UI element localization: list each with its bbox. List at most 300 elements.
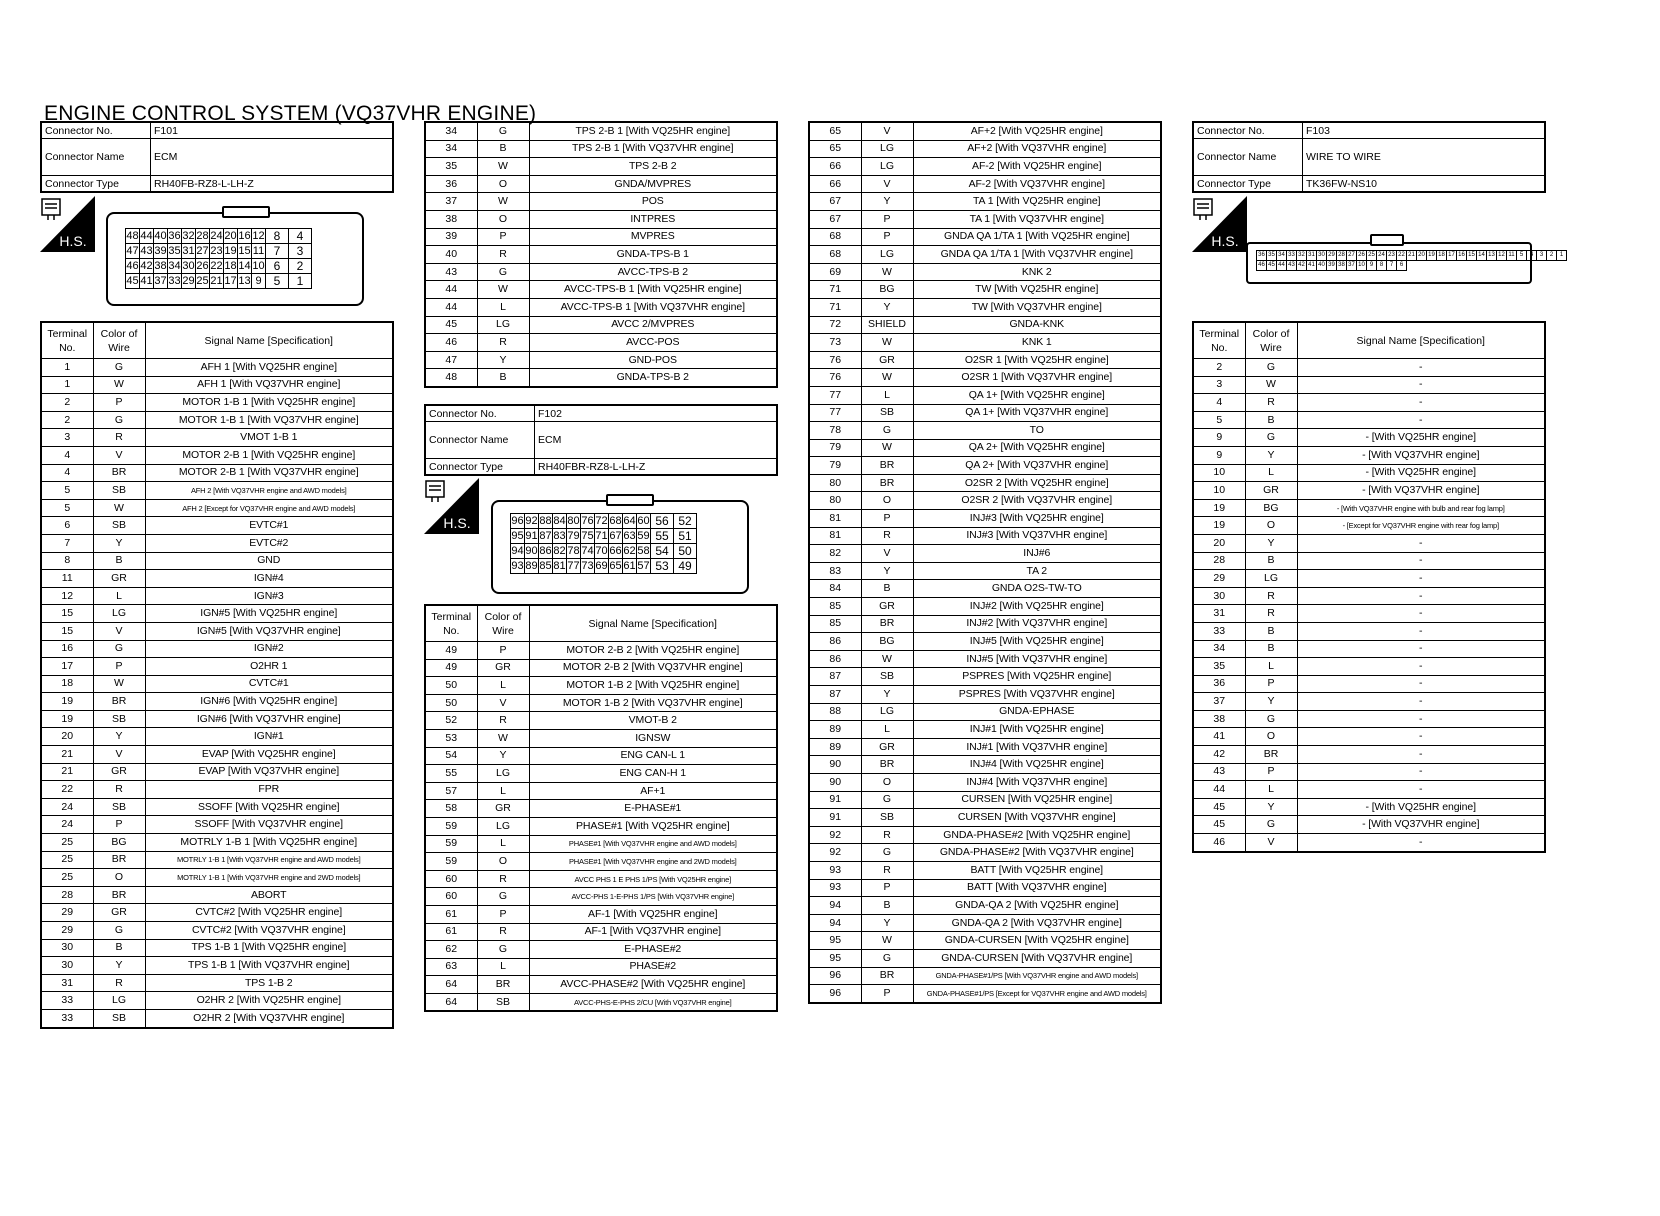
terminal-no: 44 <box>425 281 477 299</box>
signal-name: EVTC#1 <box>145 517 393 535</box>
wire-color: BR <box>861 474 913 492</box>
terminal-no: 46 <box>1193 834 1245 852</box>
connector-name-value: ECM <box>535 422 778 459</box>
signal-name: IGN#6 [With VQ37VHR engine] <box>145 710 393 728</box>
wire-color: W <box>1245 376 1297 394</box>
table-row <box>1193 359 1545 377</box>
terminal-no: 65 <box>809 140 861 158</box>
table-row <box>809 545 1161 563</box>
terminal-no: 43 <box>425 263 477 281</box>
terminal-no: 93 <box>809 879 861 897</box>
wire-color: W <box>861 932 913 950</box>
signal-name: INJ#4 [With VQ37VHR engine] <box>913 773 1161 791</box>
terminal-no: 95 <box>809 932 861 950</box>
terminal-no: 62 <box>425 941 477 959</box>
terminal-no: 59 <box>425 817 477 835</box>
signal-name: GNDA-TPS-B 2 <box>529 369 777 387</box>
table-row <box>425 263 777 281</box>
connector-type-value: RH40FB-RZ8-L-LH-Z <box>151 176 394 193</box>
wire-color: Y <box>1245 446 1297 464</box>
signal-name: AVCC PHS 1 E PHS 1/PS [With VQ25HR engine] <box>529 870 777 888</box>
pin-cell: 90 <box>525 545 538 557</box>
signal-name: - <box>1297 622 1545 640</box>
wire-color: Y <box>93 957 145 975</box>
connector-info-f102: Connector No. F102 Connector Name ECM Connector Type RH40FBR-RZ8-L-LH-Z <box>424 404 778 476</box>
terminal-no: 34 <box>425 122 477 140</box>
signal-name: MVPRES <box>529 228 777 246</box>
pin-cell: 12 <box>1497 251 1507 261</box>
pin-cell: 18 <box>224 260 237 272</box>
signal-name: EVAP [With VQ37VHR engine] <box>145 763 393 781</box>
signal-name: QA 2+ [With VQ25HR engine] <box>913 439 1161 457</box>
signal-name: - <box>1297 746 1545 764</box>
table-row <box>41 904 393 922</box>
wire-color: G <box>93 359 145 377</box>
table-row <box>425 993 777 1011</box>
wire-color: LG <box>861 158 913 176</box>
wire-color: Y <box>93 728 145 746</box>
signal-name: AF-2 [With VQ37VHR engine] <box>913 175 1161 193</box>
table-row <box>1193 605 1545 623</box>
terminal-no: 1 <box>41 359 93 377</box>
wire-color: Y <box>861 914 913 932</box>
pin-cell: 19 <box>224 245 237 257</box>
terminal-no: 12 <box>41 587 93 605</box>
table-row <box>41 675 393 693</box>
pin-cell: 10 <box>252 260 265 272</box>
signal-name: CVTC#2 [With VQ25HR engine] <box>145 904 393 922</box>
signal-name: TW [With VQ37VHR engine] <box>913 298 1161 316</box>
terminal-no: 49 <box>425 659 477 677</box>
table-header <box>41 322 393 359</box>
wire-color: B <box>1245 552 1297 570</box>
terminal-no: 39 <box>425 228 477 246</box>
wire-color: BR <box>1245 746 1297 764</box>
signal-name: - <box>1297 781 1545 799</box>
table-row <box>1193 446 1545 464</box>
wire-color: V <box>93 746 145 764</box>
pin-cell: 31 <box>1307 251 1317 261</box>
signal-name: TPS 1-B 1 [With VQ37VHR engine] <box>145 957 393 975</box>
terminal-no: 81 <box>809 527 861 545</box>
wire-color: GR <box>93 570 145 588</box>
table-row <box>809 492 1161 510</box>
wire-color: BR <box>861 756 913 774</box>
pin-cell: 8 <box>266 229 289 244</box>
wire-color: G <box>861 422 913 440</box>
wire-color: R <box>93 781 145 799</box>
signal-name: TPS 1-B 1 [With VQ25HR engine] <box>145 939 393 957</box>
wire-color: R <box>861 527 913 545</box>
pin-cell: 86 <box>539 545 552 557</box>
terminal-no: 88 <box>809 703 861 721</box>
pin-cell: 70 <box>595 545 608 557</box>
pin-cell: 32 <box>1297 251 1307 261</box>
table-row <box>425 246 777 264</box>
terminal-no: 19 <box>41 693 93 711</box>
signal-name: MOTRLY 1-B 1 [With VQ25HR engine] <box>145 834 393 852</box>
table-row <box>809 404 1161 422</box>
pin-cell: 1 <box>289 274 312 289</box>
wire-color: GR <box>861 738 913 756</box>
terminal-no: 71 <box>809 298 861 316</box>
signal-name: BATT [With VQ37VHR engine] <box>913 879 1161 897</box>
terminal-no: 86 <box>809 633 861 651</box>
signal-name: QA 1+ [With VQ37VHR engine] <box>913 404 1161 422</box>
terminal-no: 48 <box>425 369 477 387</box>
terminal-no: 5 <box>1193 411 1245 429</box>
pin-cell: 39 <box>1327 261 1337 271</box>
terminal-no: 64 <box>425 993 477 1011</box>
wire-color: O <box>861 492 913 510</box>
signal-name: GNDA-QA 2 [With VQ37VHR engine] <box>913 914 1161 932</box>
connector-no-value: F103 <box>1303 122 1546 139</box>
signal-name: O2SR 1 [With VQ37VHR engine] <box>913 369 1161 387</box>
terminal-no: 5 <box>41 482 93 500</box>
signal-name: AFH 1 [With VQ25HR engine] <box>145 359 393 377</box>
terminal-no: 20 <box>1193 534 1245 552</box>
wire-color: G <box>1245 710 1297 728</box>
terminal-no: 11 <box>41 570 93 588</box>
signal-name: GNDA O2S-TW-TO <box>913 580 1161 598</box>
pin-cell: 67 <box>609 530 622 542</box>
terminal-no: 15 <box>41 605 93 623</box>
table-row <box>41 763 393 781</box>
table-row <box>41 834 393 852</box>
table-row <box>809 773 1161 791</box>
table-row <box>809 721 1161 739</box>
signal-name: MOTOR 2-B 2 [With VQ25HR engine] <box>529 642 777 660</box>
wire-color: R <box>93 429 145 447</box>
pin-cell: 81 <box>553 560 566 572</box>
pin-cell: 12 <box>252 230 265 242</box>
pin-cell: 65 <box>609 560 622 572</box>
terminal-no: 93 <box>809 861 861 879</box>
pin-cell: 9 <box>1367 261 1377 271</box>
pin-cell: 15 <box>238 245 251 257</box>
signal-name: QA 1+ [With VQ25HR engine] <box>913 386 1161 404</box>
table-row <box>41 886 393 904</box>
wire-color: G <box>477 263 529 281</box>
terminal-no: 45 <box>1193 798 1245 816</box>
pin-cell: 33 <box>168 275 181 287</box>
table-row <box>41 552 393 570</box>
terminal-no: 84 <box>809 580 861 598</box>
table-row <box>425 158 777 176</box>
pin-cell: 89 <box>525 560 538 572</box>
page-title: ENGINE CONTROL SYSTEM (VQ37VHR ENGINE) <box>44 102 537 125</box>
signal-name: GND <box>145 552 393 570</box>
terminal-no: 6 <box>41 517 93 535</box>
table-row <box>41 605 393 623</box>
signal-name: - <box>1297 534 1545 552</box>
table-row <box>425 316 777 334</box>
terminal-no: 37 <box>425 193 477 211</box>
pin-cell: 76 <box>581 515 594 527</box>
terminal-no: 29 <box>1193 570 1245 588</box>
table-row <box>809 580 1161 598</box>
wire-color: L <box>477 782 529 800</box>
table-row <box>1193 658 1545 676</box>
signal-name: TO <box>913 422 1161 440</box>
table-row <box>425 122 777 140</box>
pin-cell: 78 <box>567 545 580 557</box>
table-row <box>41 570 393 588</box>
terminal-no: 2 <box>1193 359 1245 377</box>
pin-cell: 55 <box>651 529 674 544</box>
pin-cell: 74 <box>581 545 594 557</box>
pin-cell: 34 <box>168 260 181 272</box>
wire-color: LG <box>861 140 913 158</box>
wire-color: R <box>477 246 529 264</box>
wire-color: Y <box>93 534 145 552</box>
wire-color: G <box>1245 429 1297 447</box>
wire-color: GR <box>93 763 145 781</box>
signal-name: - <box>1297 834 1545 852</box>
table-row <box>1193 834 1545 852</box>
table-row <box>41 464 393 482</box>
terminal-no: 92 <box>809 844 861 862</box>
table-row <box>809 210 1161 228</box>
wire-color: L <box>861 721 913 739</box>
terminal-table-f101-a <box>40 321 394 1029</box>
terminal-no: 18 <box>41 675 93 693</box>
wire-color: O <box>477 175 529 193</box>
signal-name: AVCC-TPS-B 1 [With VQ37VHR engine] <box>529 298 777 316</box>
pin-cell: 88 <box>539 515 552 527</box>
terminal-no: 35 <box>1193 658 1245 676</box>
table-row <box>41 746 393 764</box>
terminal-no: 36 <box>425 175 477 193</box>
pin-cell: 26 <box>196 260 209 272</box>
signal-name: AF+1 <box>529 782 777 800</box>
pin-cell: 54 <box>651 544 674 559</box>
pin-cell: 40 <box>1317 261 1327 271</box>
table-row <box>425 817 777 835</box>
signal-name: INJ#2 [With VQ25HR engine] <box>913 598 1161 616</box>
header-terminal-no: Terminal No. <box>425 605 477 642</box>
signal-name: MOTOR 1-B 2 [With VQ25HR engine] <box>529 677 777 695</box>
signal-name: MOTOR 1-B 1 [With VQ25HR engine] <box>145 394 393 412</box>
table-row <box>41 359 393 377</box>
table-row <box>809 140 1161 158</box>
wire-color: B <box>1245 622 1297 640</box>
pin-cell: 39 <box>154 245 167 257</box>
table-row <box>809 474 1161 492</box>
connector-no-value: F101 <box>151 122 394 139</box>
table-row <box>1193 570 1545 588</box>
table-row <box>809 844 1161 862</box>
terminal-no: 66 <box>809 175 861 193</box>
wire-color: BR <box>93 693 145 711</box>
pin-cell: 24 <box>1377 251 1387 261</box>
pin-cell: 62 <box>623 545 636 557</box>
wire-color: O <box>1245 728 1297 746</box>
pin-cell: 2 <box>1547 251 1557 261</box>
terminal-table-f102-b <box>808 121 1162 1004</box>
pin-cell: 87 <box>539 530 552 542</box>
wire-color: R <box>93 974 145 992</box>
terminal-no: 28 <box>41 886 93 904</box>
terminal-no: 60 <box>425 888 477 906</box>
pin-cell: 18 <box>1437 251 1447 261</box>
hs-label: H.S. <box>1211 233 1239 249</box>
signal-name: MOTOR 1-B 2 [With VQ37VHR engine] <box>529 694 777 712</box>
signal-name: GNDA-CURSEN [With VQ37VHR engine] <box>913 949 1161 967</box>
signal-name: E-PHASE#1 <box>529 800 777 818</box>
signal-name: GNDA-TPS-B 1 <box>529 246 777 264</box>
table-row <box>1193 816 1545 834</box>
terminal-no: 38 <box>1193 710 1245 728</box>
table-row <box>809 457 1161 475</box>
pin-cell: 46 <box>1257 261 1267 271</box>
terminal-no: 89 <box>809 721 861 739</box>
wire-color: G <box>477 122 529 140</box>
pin-cell: 47 <box>126 245 139 257</box>
terminal-table-f102-a <box>424 604 778 1012</box>
wire-color: W <box>861 369 913 387</box>
pin-cell: 31 <box>182 245 195 257</box>
terminal-no: 35 <box>425 158 477 176</box>
wire-color: W <box>93 376 145 394</box>
signal-name: - <box>1297 675 1545 693</box>
wire-color: V <box>861 122 913 140</box>
table-row <box>809 668 1161 686</box>
signal-name: IGN#4 <box>145 570 393 588</box>
signal-name: O2HR 2 [With VQ37VHR engine] <box>145 1009 393 1027</box>
wire-color: SB <box>93 1009 145 1027</box>
table-row <box>425 870 777 888</box>
table-row <box>425 369 777 387</box>
pin-cell: 41 <box>140 275 153 287</box>
pin-cell: 3 <box>289 244 312 259</box>
wire-color: P <box>477 642 529 660</box>
pin-cell: 73 <box>581 560 594 572</box>
table-row <box>425 175 777 193</box>
pin-cell: 1 <box>1557 251 1567 261</box>
table-row <box>1193 763 1545 781</box>
signal-name: O2HR 1 <box>145 658 393 676</box>
signal-name: AVCC-PHASE#2 [With VQ25HR engine] <box>529 976 777 994</box>
signal-name: GNDA-CURSEN [With VQ25HR engine] <box>913 932 1161 950</box>
pin-cell: 15 <box>1467 251 1477 261</box>
table-row <box>41 640 393 658</box>
terminal-no: 87 <box>809 686 861 704</box>
table-row <box>41 587 393 605</box>
signal-name: GND-POS <box>529 351 777 369</box>
table-row <box>809 316 1161 334</box>
connector-type-value: RH40FBR-RZ8-L-LH-Z <box>535 459 778 476</box>
wire-color: O <box>861 773 913 791</box>
wire-color: GR <box>861 351 913 369</box>
table-row <box>425 228 777 246</box>
terminal-no: 24 <box>41 798 93 816</box>
table-row <box>809 158 1161 176</box>
pin-cell: 72 <box>595 515 608 527</box>
pin-cell: 50 <box>674 544 697 559</box>
pin-cell: 92 <box>525 515 538 527</box>
table-row <box>1193 429 1545 447</box>
signal-name: INJ#5 [With VQ37VHR engine] <box>913 650 1161 668</box>
table-row <box>1193 746 1545 764</box>
pin-cell: 52 <box>674 514 697 529</box>
pin-cell: 69 <box>595 560 608 572</box>
wire-color: G <box>1245 816 1297 834</box>
pin-cell: 13 <box>1487 251 1497 261</box>
signal-name: VMOT-B 2 <box>529 712 777 730</box>
terminal-no: 45 <box>425 316 477 334</box>
table-row <box>809 369 1161 387</box>
wire-color: P <box>861 210 913 228</box>
terminal-no: 50 <box>425 694 477 712</box>
signal-name: MOTOR 2-B 2 [With VQ37VHR engine] <box>529 659 777 677</box>
terminal-no: 96 <box>809 985 861 1003</box>
wire-color: W <box>477 158 529 176</box>
pin-cell: 59 <box>637 530 650 542</box>
wire-color: R <box>1245 605 1297 623</box>
terminal-no: 52 <box>425 712 477 730</box>
signal-name: GNDA QA 1/TA 1 [With VQ37VHR engine] <box>913 246 1161 264</box>
wire-color: LG <box>93 992 145 1010</box>
terminal-no: 42 <box>1193 746 1245 764</box>
table-row <box>809 422 1161 440</box>
pin-cell: 68 <box>609 515 622 527</box>
pin-cell: 23 <box>1387 251 1397 261</box>
pin-cell: 94 <box>511 545 524 557</box>
wire-color: Y <box>861 193 913 211</box>
terminal-no: 76 <box>809 351 861 369</box>
wire-color: P <box>477 905 529 923</box>
pin-cell: 6 <box>266 259 289 274</box>
terminal-no: 25 <box>41 834 93 852</box>
wire-color: B <box>477 369 529 387</box>
pin-cell: 42 <box>1297 261 1307 271</box>
terminal-no: 53 <box>425 729 477 747</box>
pin-cell: 36 <box>168 230 181 242</box>
table-row <box>41 376 393 394</box>
signal-name: AF-1 [With VQ25HR engine] <box>529 905 777 923</box>
signal-name: - [Except for VQ37VHR engine with rear fog lamp] <box>1297 517 1545 535</box>
pin-cell: 7 <box>1387 261 1397 271</box>
signal-name: - [With VQ25HR engine] <box>1297 798 1545 816</box>
table-row <box>809 598 1161 616</box>
wire-color: LG <box>93 605 145 623</box>
table-row <box>1193 499 1545 517</box>
pin-cell: 11 <box>1507 251 1517 261</box>
table-row <box>425 351 777 369</box>
terminal-no: 79 <box>809 457 861 475</box>
connector-name-value: ECM <box>151 139 394 176</box>
pin-cell: 6 <box>1397 261 1407 271</box>
pin-cell: 91 <box>525 530 538 542</box>
table-row <box>1193 728 1545 746</box>
wire-color: GR <box>861 598 913 616</box>
signal-name: IGN#5 [With VQ25HR engine] <box>145 605 393 623</box>
signal-name: AVCC-POS <box>529 334 777 352</box>
table-row <box>1193 622 1545 640</box>
table-row <box>809 193 1161 211</box>
table-row <box>425 729 777 747</box>
wire-color: B <box>861 580 913 598</box>
signal-name: GNDA-PHASE#2 [With VQ25HR engine] <box>913 826 1161 844</box>
pin-cell: 61 <box>623 560 636 572</box>
terminal-no: 33 <box>1193 622 1245 640</box>
table-row <box>425 888 777 906</box>
table-row <box>425 782 777 800</box>
wire-color: LG <box>1245 570 1297 588</box>
wire-color: SB <box>93 517 145 535</box>
pin-cell: 22 <box>1397 251 1407 261</box>
